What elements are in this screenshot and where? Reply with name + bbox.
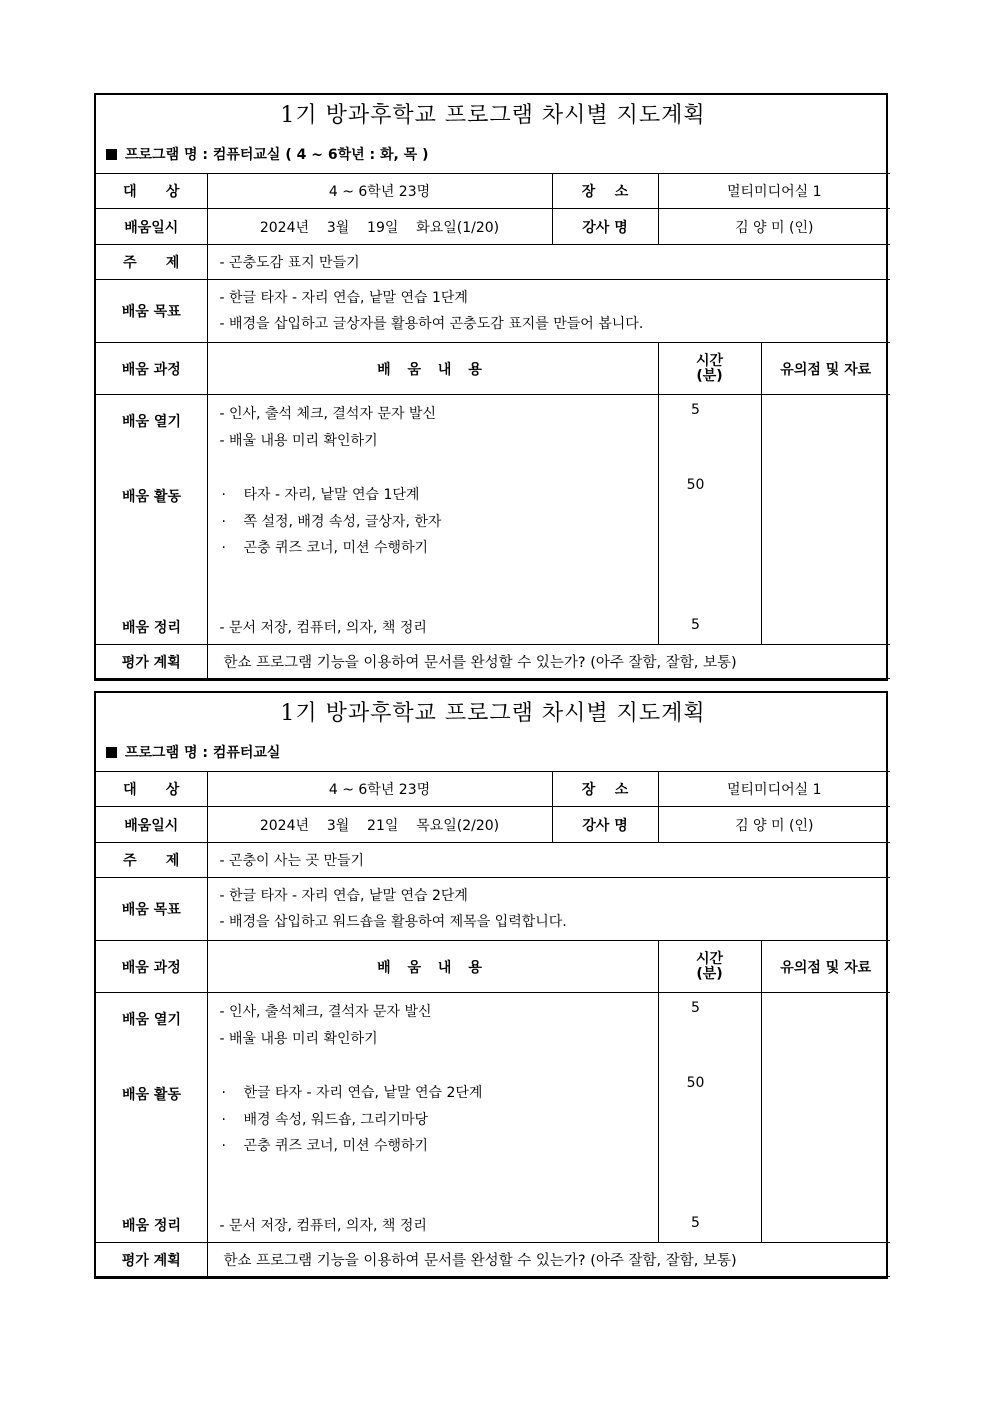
- teacher-value: 김 양 미 (인): [658, 807, 890, 843]
- activity-item: · 곤충 퀴즈 코너, 미션 수행하기: [221, 1138, 429, 1154]
- process-labels: [96, 395, 207, 645]
- eval-label: 평가 계획: [96, 645, 207, 679]
- goal-label: 배움 목표: [96, 878, 207, 941]
- activity-item: · 곤충 퀴즈 코너, 미션 수행하기: [221, 540, 429, 556]
- close-label: 배움 정리: [122, 1218, 181, 1234]
- place-value: 멀티미디어실 1: [658, 174, 890, 209]
- topic-value: - 곤충도감 표지 만들기: [207, 245, 890, 280]
- activity-item: · 한글 타자 - 자리 연습, 낱말 연습 2단계: [221, 1085, 483, 1101]
- date-label: 배움일시: [96, 807, 207, 843]
- process-times: [658, 395, 761, 645]
- date-value: 2024년 3월 19일 화요일(1/20): [207, 209, 552, 245]
- time-header: 시간 (분): [658, 941, 761, 993]
- topic-label: 주 제: [96, 245, 207, 280]
- activity-time: 50: [686, 477, 705, 493]
- open-time: 5: [691, 1000, 700, 1016]
- teacher-value: 김 양 미 (인): [658, 209, 890, 245]
- goal-list: [207, 280, 890, 343]
- open-label: 배움 열기: [122, 414, 181, 430]
- date-label: 배움일시: [96, 209, 207, 245]
- close-item: - 문서 저장, 컴퓨터, 의자, 책 정리: [219, 620, 427, 636]
- open-label: 배움 열기: [122, 1012, 181, 1028]
- date-value: 2024년 3월 21일 목요일(2/20): [207, 807, 552, 843]
- target-label: 대 상: [96, 174, 207, 209]
- close-time: 5: [691, 617, 700, 633]
- goal-item: - 한글 타자 - 자리 연습, 낱말 연습 1단계: [219, 290, 468, 306]
- process-content: [207, 993, 658, 1243]
- activity-item: · 쪽 설정, 배경 속성, 글상자, 한자: [221, 514, 442, 530]
- activity-time: 50: [686, 1075, 705, 1091]
- page-title: 1기 방과후학교 프로그램 차시별 지도계획: [280, 701, 706, 726]
- teacher-label: 강사 명: [552, 209, 658, 245]
- goal-item: - 한글 타자 - 자리 연습, 낱말 연습 2단계: [219, 888, 468, 904]
- target-value: 4 ~ 6학년 23명: [207, 772, 552, 807]
- activity-item: · 타자 - 자리, 낱말 연습 1단계: [221, 487, 420, 503]
- topic-label: 주 제: [96, 843, 207, 878]
- square-bullet-icon: [106, 149, 117, 160]
- goal-label: 배움 목표: [96, 280, 207, 343]
- activity-label: 배움 활동: [122, 1087, 181, 1103]
- page-title: 1기 방과후학교 프로그램 차시별 지도계획: [280, 103, 706, 128]
- target-label: 대 상: [96, 772, 207, 807]
- eval-label: 평가 계획: [96, 1243, 207, 1277]
- teacher-label: 강사 명: [552, 807, 658, 843]
- lesson-plan-2: [94, 691, 888, 1279]
- process-times: [658, 993, 761, 1243]
- square-bullet-icon: [106, 747, 117, 758]
- content-header: 배 움 내 용: [207, 343, 658, 395]
- eval-value: 한쇼 프로그램 기능을 이용하여 문서를 완성할 수 있는가? (아주 잘함, 잘함, 보통): [207, 1243, 890, 1277]
- eval-value: 한쇼 프로그램 기능을 이용하여 문서를 완성할 수 있는가? (아주 잘함, 잘함, 보통): [207, 645, 890, 679]
- goal-item: - 배경을 삽입하고 글상자를 활용하여 곤충도감 표지를 만들어 봅니다.: [219, 316, 644, 332]
- goal-item: - 배경을 삽입하고 워드숍을 활용하여 제목을 입력합니다.: [219, 914, 567, 930]
- process-header: 배움 과정: [96, 941, 207, 993]
- open-time: 5: [691, 402, 700, 418]
- process-header: 배움 과정: [96, 343, 207, 395]
- target-value: 4 ~ 6학년 23명: [207, 174, 552, 209]
- activity-label: 배움 활동: [122, 489, 181, 505]
- close-item: - 문서 저장, 컴퓨터, 의자, 책 정리: [219, 1218, 427, 1234]
- program-name: 프로그램 명 : 컴퓨터교실: [96, 735, 890, 772]
- open-item: - 배울 내용 미리 확인하기: [219, 1031, 378, 1047]
- lesson-plan-1: [94, 93, 888, 681]
- content-header: 배 움 내 용: [207, 941, 658, 993]
- place-value: 멀티미디어실 1: [658, 772, 890, 807]
- notes-cell: [761, 993, 890, 1243]
- notes-cell: [761, 395, 890, 645]
- open-item: - 배울 내용 미리 확인하기: [219, 433, 378, 449]
- program-name: 프로그램 명 : 컴퓨터교실 ( 4 ~ 6학년 : 화, 목 ): [96, 137, 890, 174]
- open-item: - 인사, 출석 체크, 결석자 문자 발신: [219, 406, 436, 422]
- close-label: 배움 정리: [122, 620, 181, 636]
- close-time: 5: [691, 1215, 700, 1231]
- process-labels: [96, 993, 207, 1243]
- goal-list: [207, 878, 890, 941]
- notes-header: 유의점 및 자료: [761, 941, 890, 993]
- topic-value: - 곤충이 사는 곳 만들기: [207, 843, 890, 878]
- open-item: - 인사, 출석체크, 결석자 문자 발신: [219, 1004, 432, 1020]
- notes-header: 유의점 및 자료: [761, 343, 890, 395]
- place-label: 장 소: [552, 772, 658, 807]
- place-label: 장 소: [552, 174, 658, 209]
- activity-item: · 배경 속성, 워드숍, 그리기마당: [221, 1112, 429, 1128]
- process-content: [207, 395, 658, 645]
- time-header: 시간 (분): [658, 343, 761, 395]
